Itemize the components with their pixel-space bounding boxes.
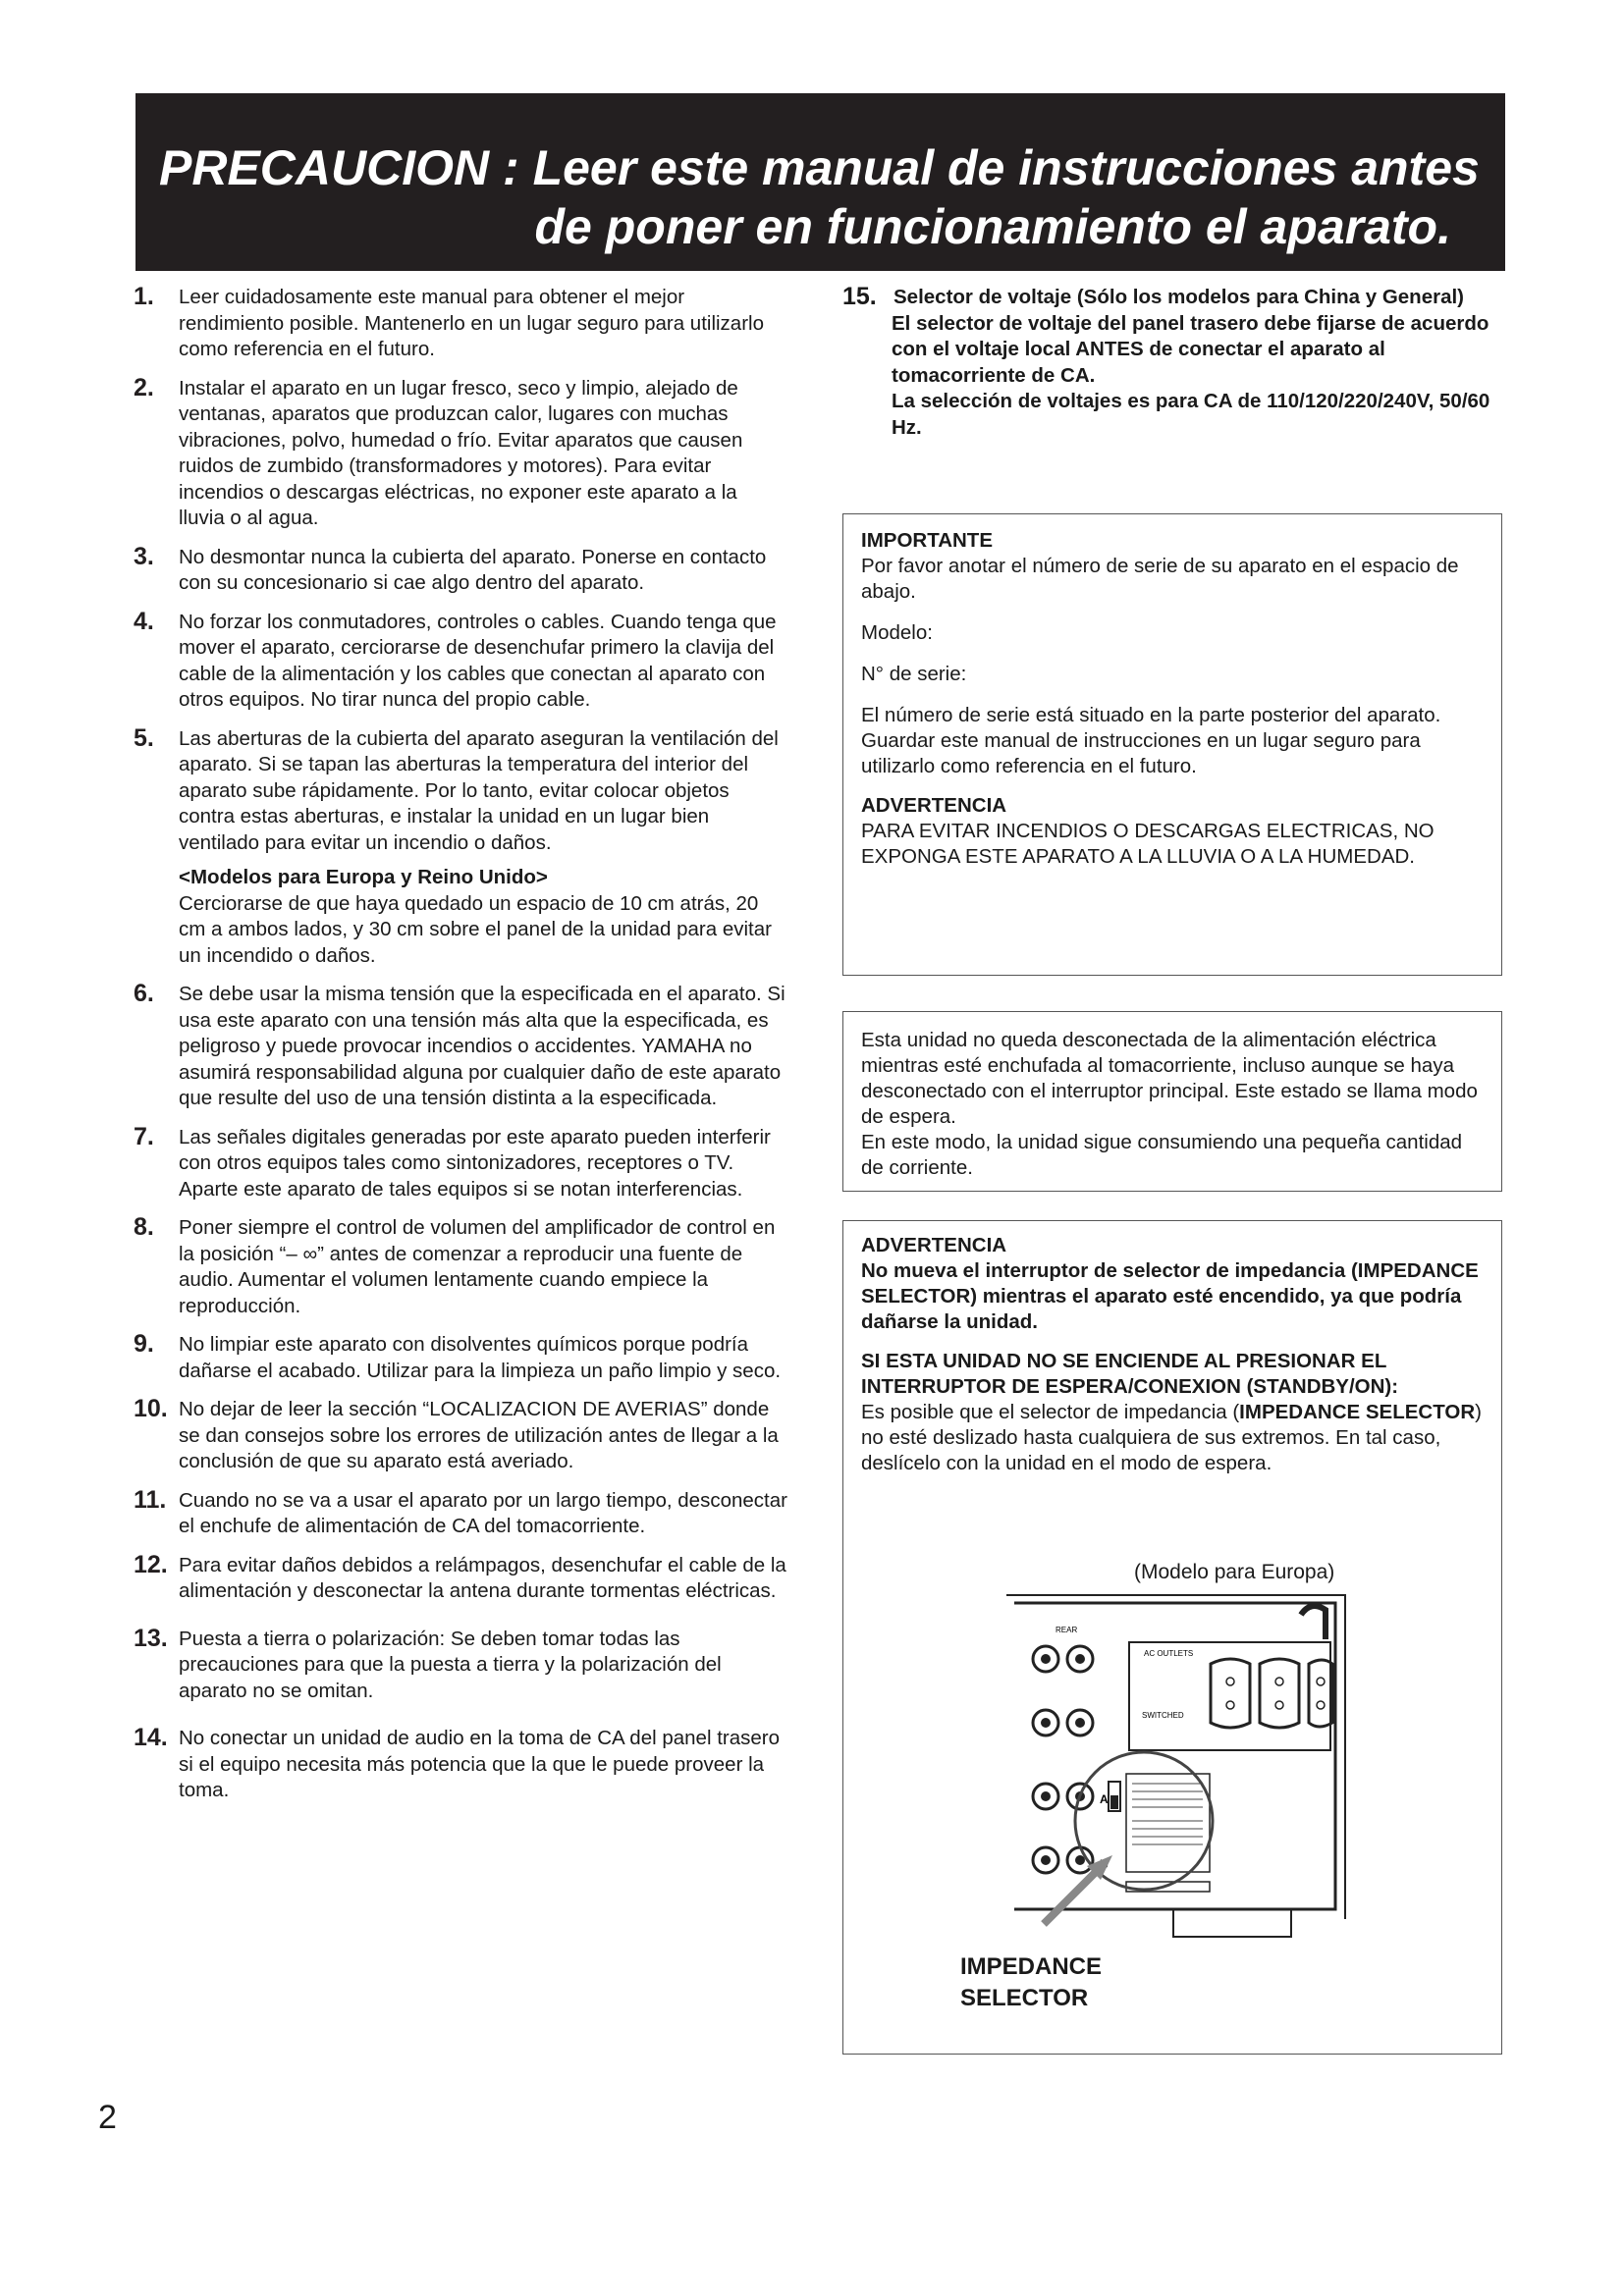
item-number: 12. [134, 1550, 168, 1578]
item-text: No dejar de leer la sección “LOCALIZACION DE AVERIAS” donde se dan consejos sobre los errores de utilización antes de llegar a la conclusión de que su aparato está averiado. [179, 1398, 779, 1472]
item-number: 2. [134, 373, 154, 401]
precaution-item-8 [130, 1215, 787, 1319]
item-number: 7. [134, 1122, 154, 1150]
ac-outlets-label: AC OUTLETS [1144, 1649, 1194, 1658]
precaution-item-7 [130, 1122, 787, 1203]
impedance-spec-lines [1132, 1784, 1203, 1844]
europe-note-text: Cerciorarse de que haya quedado un espacio de 10 cm atrás, 20 cm a ambos lados, y 30 cm sobre el panel de la unidad para evitar un incendido o daños. [179, 891, 772, 967]
item-number: 9. [134, 1330, 154, 1358]
precaution-item-11 [130, 1485, 787, 1540]
unit-foot [1173, 1909, 1291, 1937]
chassis-outline [1006, 1595, 1345, 1919]
rear-panel-illustration [997, 1556, 1370, 1939]
page-number: 2 [98, 2099, 117, 2136]
precaution-item-3 [130, 542, 787, 597]
modelo-label: Modelo: [861, 621, 933, 644]
standby-text-1: Esta unidad no queda desconectada de la alimentación eléctrica mientras esté enchufada al tomacorriente, incluso aunque se haya desconectado con el interruptor principal. Este estado se llama modo de espera. [861, 1029, 1478, 1128]
item-text: Las aberturas de la cubierta del aparato aseguran la ventilación del aparato. Si se tapan las aberturas la temperatura del interior del aparato sube rápidamente. Por lo tanto, evitar colocar objetos contra estas aberturas, e instalar la unidad en un lugar bien ventilado para evitar un incendio o daños. [179, 726, 779, 854]
precaution-item-12 [130, 1550, 787, 1605]
item-number: 1. [134, 283, 154, 310]
item-number: 8. [134, 1213, 154, 1241]
precaution-item-5 [130, 723, 787, 857]
item-number: 10. [134, 1395, 168, 1422]
keep-manual-text: Guardar este manual de instrucciones en un lugar seguro para utilizarlo como referencia en el futuro. [861, 729, 1421, 777]
europe-note-heading: <Modelos para Europa y Reino Unido> [179, 866, 548, 888]
item-text: No limpiar este aparato con disolventes químicos porque podría dañarse el acabado. Utilizar para la limpieza un paño limpio y seco. [179, 1333, 782, 1382]
item-text: Se debe usar la misma tensión que la especificada en el aparato. Si usa este aparato con una tensión más alta que la especificada, es peligroso y puede provocar incendios o accidentes. YAMAHA no asumirá responsabilidad alguna por cualquier daño de este aparato que resulte del uso de una tensión distinta a la especificada. [179, 983, 785, 1109]
precaution-item-10 [130, 1397, 787, 1475]
precaution-banner [135, 93, 1505, 271]
impedance-warning-text: No mueva el interruptor de selector de impedancia (IMPEDANCE SELECTOR) mientras el aparato esté encendido, ya que podría dañarse la unidad. [861, 1259, 1479, 1333]
item-text: No forzar los conmutadores, controles o cables. Cuando tenga que mover el aparato, cerciorarse de desenchufar primero la clavija del cable de la alimentación y los cables que conectan al aparato con otros equipos. No tirar nunca del propio cable. [179, 610, 777, 711]
impedance-label-line-2: SELECTOR [960, 1985, 1089, 2011]
pointer-arrow [1044, 1868, 1100, 1924]
item-text: Para evitar daños debidos a relámpagos, desenchufar el cable de la alimentación y desconectar la antena durante tormentas eléctricas. [179, 1553, 786, 1602]
item-text: Poner siempre el control de volumen del amplificador de control en la posición “– ∞” antes de comenzar a reproducir una fuente de audio. Aumentar el volumen lentamente cuando empiece la reproducción. [179, 1216, 776, 1317]
right-column [842, 285, 1505, 441]
terminal-a-label: A [1100, 1792, 1109, 1806]
item-text: Las señales digitales generadas por este aparato pueden interferir con otros equipos tales como sintonizadores, receptores o TV. Aparte este aparato de tales equipos si se notan interferencias. [179, 1125, 771, 1201]
item-number: 6. [134, 980, 154, 1007]
precaution-item-14 [130, 1726, 787, 1804]
importante-text: Por favor anotar el número de serie de su aparato en el espacio de abajo. [861, 555, 1459, 603]
left-column [130, 285, 787, 1817]
item-number: 3. [134, 542, 154, 570]
precaution-item-4 [130, 607, 787, 714]
item-number: 13. [134, 1624, 168, 1652]
item-text: Leer cuidadosamente este manual para obtener el mejor rendimiento posible. Mantenerlo en un lugar seguro para utilizarlo como referencia en el futuro. [179, 286, 764, 360]
precaution-item-9 [130, 1332, 787, 1384]
rear-label: REAR [1056, 1626, 1078, 1634]
item-text: Puesta a tierra o polarización: Se deben tomar todas las precauciones para que la puesta a tierra y la polarización del aparato no se omitan. [179, 1627, 722, 1702]
precaution-item-2 [130, 373, 787, 532]
warning-heading: ADVERTENCIA [861, 794, 1007, 817]
voltage-selector-body-1: El selector de voltaje del panel trasero debe fijarse de acuerdo con el voltaje local ANTES de conectar el aparato al tomacorriente de CA. [892, 311, 1489, 387]
precaution-item-15 [842, 285, 1505, 441]
advertencia-heading: ADVERTENCIA [861, 1234, 1007, 1256]
item-number: 11. [134, 1485, 167, 1514]
item-text: No desmontar nunca la cubierta del aparato. Ponerse en contacto con su concesionario si cae algo dentro del aparato. [179, 545, 767, 594]
item-text: No conectar un unidad de audio en la toma de CA del panel trasero si el equipo necesita más potencia que la que le puede proveer la toma. [179, 1727, 780, 1801]
item-number: 14. [134, 1724, 168, 1751]
item-number: 15. [842, 283, 877, 310]
warning-text: PARA EVITAR INCENDIOS O DESCARGAS ELECTRICAS, NO EXPONGA ESTE APARATO A LA LLUVIA O A LA HUMEDAD. [861, 820, 1435, 868]
impedance-label-line-1: IMPEDANCE [960, 1953, 1103, 1980]
impedance-instruction-b: IMPEDANCE SELECTOR [1239, 1401, 1476, 1423]
importante-box [842, 513, 1502, 976]
impedance-instruction-c: ) no esté deslizado hasta cualquiera de sus extremos. En tal caso, deslícelo con la unidad en el modo de espera. [861, 1401, 1482, 1474]
impedance-switch-knob [1110, 1795, 1118, 1809]
standby-box [842, 1011, 1502, 1192]
speaker-terminals [1033, 1646, 1093, 1873]
power-cable [1301, 1606, 1326, 1639]
impedance-instruction-a: Es posible que el selector de impedancia ( [861, 1401, 1240, 1423]
item-text: Instalar el aparato en un lugar fresco, seco y limpio, alejado de ventanas, aparatos que produzcan calor, lugares con muchas vibraciones, polvo, humedad o frío. Evitar aparatos que causen ruidos de zumbido (transformadores y motores). Para evitar incendios o descargas eléctricas, no exponer este aparato a la lluvia o al agua. [179, 376, 743, 529]
ac-outlet-sockets [1211, 1659, 1332, 1728]
europe-note [130, 865, 787, 969]
standby-warning-heading: SI ESTA UNIDAD NO SE ENCIENDE AL PRESIONAR EL INTERRUPTOR DE ESPERA/CONEXION (STANDBY/ON): [861, 1350, 1399, 1398]
item-number: 5. [134, 723, 154, 752]
precaution-item-13 [130, 1624, 787, 1705]
standby-text-2: En este modo, la unidad sigue consumiendo una pequeña cantidad de corriente. [861, 1131, 1463, 1179]
figure-caption: (Modelo para Europa) [1134, 1561, 1335, 1583]
voltage-selector-body-2: La selección de voltajes es para CA de 110/120/220/240V, 50/60 Hz. [892, 390, 1490, 439]
banner-line-1: PRECAUCION : Leer este manual de instrucciones antes [159, 140, 1480, 195]
banner-line-2: de poner en funcionamiento el aparato. [534, 199, 1451, 254]
item-text: Cuando no se va a usar el aparato por un largo tiempo, desconectar el enchufe de alimentación de CA del tomacorriente. [179, 1488, 787, 1537]
item-number: 4. [134, 607, 154, 635]
impedance-spec-table [1126, 1774, 1210, 1872]
serial-location-text: El número de serie está situado en la parte posterior del aparato. [861, 704, 1441, 726]
precaution-item-6 [130, 982, 787, 1112]
importante-heading: IMPORTANTE [861, 529, 994, 552]
serial-label: N° de serie: [861, 663, 967, 685]
impedance-selector-label [960, 1951, 1102, 2014]
precaution-item-1 [130, 285, 787, 363]
voltage-selector-title: Selector de voltaje (Sólo los modelos para China y General) [893, 286, 1464, 308]
switched-label: SWITCHED [1142, 1711, 1184, 1720]
